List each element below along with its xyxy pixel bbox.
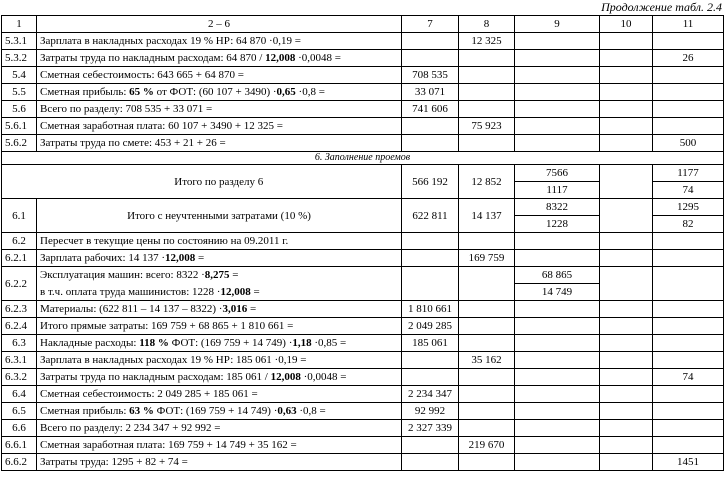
cell-col-7: 622 811 — [402, 199, 459, 233]
row-description: Сметная заработная плата: 169 759 + 14 749 + 35 162 = — [37, 437, 402, 454]
cell-col-7: 2 234 347 — [402, 386, 459, 403]
cell-col-11: 74 — [653, 369, 724, 386]
row-description: Итого по разделу 6 — [37, 165, 402, 199]
row-number: 5.3.1 — [2, 33, 37, 50]
cell-col-7: 708 535 — [402, 67, 459, 84]
row-description: Затраты труда по накладным расходам: 185 061 / 12,008 ·0,0048 = — [37, 369, 402, 386]
cell-col-11: 1295 — [653, 199, 724, 216]
section-title: 6. Заполнение проемов — [2, 152, 724, 165]
row-number: 6.3.2 — [2, 369, 37, 386]
cell-col-8: 169 759 — [459, 250, 515, 267]
cell-col-8: 12 852 — [459, 165, 515, 199]
table-row — [2, 454, 724, 471]
row-description: Зарплата в накладных расходах 19 % НР: 185 061 ·0,19 = — [37, 352, 402, 369]
row-number: 6.6 — [2, 420, 37, 437]
cell-col-9: 14 749 — [515, 284, 600, 301]
table-row — [2, 250, 724, 267]
table-header-row — [2, 16, 724, 33]
row-number: 6.6.1 — [2, 437, 37, 454]
table-row — [2, 135, 724, 152]
section-header-row — [2, 152, 724, 165]
row-number: 5.4 — [2, 67, 37, 84]
table-row — [2, 352, 724, 369]
row-number: 6.3.1 — [2, 352, 37, 369]
row-description: Сметная себестоимость: 643 665 + 64 870 = — [37, 67, 402, 84]
table-row — [2, 403, 724, 420]
cell-col-11: 26 — [653, 50, 724, 67]
row-number: 6.2.1 — [2, 250, 37, 267]
header-col-9: 9 — [515, 16, 600, 33]
row-description: Сметная себестоимость: 2 049 285 + 185 061 = — [37, 386, 402, 403]
row-description: Зарплата рабочих: 14 137 ·12,008 = — [37, 250, 402, 267]
header-col-2-6: 2 – 6 — [37, 16, 402, 33]
row-number: 6.4 — [2, 386, 37, 403]
row-description: Эксплуатация машин: всего: 8322 ·8,275 = — [37, 267, 402, 284]
cell-col-7: 2 327 339 — [402, 420, 459, 437]
table-row — [2, 437, 724, 454]
row-number: 5.6 — [2, 101, 37, 118]
row-description: в т.ч. оплата труда машинистов: 1228 ·12,008 = — [37, 284, 402, 301]
table-row — [2, 199, 724, 216]
row-number: 6.3 — [2, 335, 37, 352]
header-col-1: 1 — [2, 16, 37, 33]
table-row — [2, 420, 724, 437]
cell-col-9: 68 865 — [515, 267, 600, 284]
table-row — [2, 118, 724, 135]
row-description: Всего по разделу: 708 535 + 33 071 = — [37, 101, 402, 118]
header-col-7: 7 — [402, 16, 459, 33]
table-row — [2, 233, 724, 250]
cell-col-9: 7566 — [515, 165, 600, 182]
row-number: 5.6.1 — [2, 118, 37, 135]
row-description: Сметная прибыль: 65 % от ФОТ: (60 107 + 3490) ·0,65 ·0,8 = — [37, 84, 402, 101]
table-row — [2, 165, 724, 182]
row-description: Материалы: (622 811 – 14 137 – 8322) ·3,016 = — [37, 301, 402, 318]
table-row — [2, 101, 724, 118]
cell-col-11: 500 — [653, 135, 724, 152]
cell-col-11: 1177 — [653, 165, 724, 182]
cell-col-7: 33 071 — [402, 84, 459, 101]
row-description: Сметная заработная плата: 60 107 + 3490 + 12 325 = — [37, 118, 402, 135]
cell-col-8: 14 137 — [459, 199, 515, 233]
table-row — [2, 318, 724, 335]
header-col-10: 10 — [600, 16, 653, 33]
row-description: Пересчет в текущие цены по состоянию на 09.2011 г. — [37, 233, 402, 250]
cell-col-7: 741 606 — [402, 101, 459, 118]
row-description: Затраты труда: 1295 + 82 + 74 = — [37, 454, 402, 471]
cell-col-8: 12 325 — [459, 33, 515, 50]
table-row — [2, 335, 724, 352]
cell-col-8: 219 670 — [459, 437, 515, 454]
table-row — [2, 267, 724, 284]
cell-col-7: 566 192 — [402, 165, 459, 199]
table-row — [2, 386, 724, 403]
table-caption: Продолжение табл. 2.4 — [601, 0, 722, 14]
cell-col-7: 185 061 — [402, 335, 459, 352]
row-description: Накладные расходы: 118 % ФОТ: (169 759 + 14 749) ·1,18 ·0,85 = — [37, 335, 402, 352]
table-row — [2, 67, 724, 84]
row-description: Затраты труда по накладным расходам: 64 870 / 12,008 ·0,0048 = — [37, 50, 402, 67]
row-number: 6.1 — [2, 199, 37, 233]
header-col-11: 11 — [653, 16, 724, 33]
cell-col-7: 2 049 285 — [402, 318, 459, 335]
table-row — [2, 301, 724, 318]
cell-col-11: 1451 — [653, 454, 724, 471]
row-number: 5.6.2 — [2, 135, 37, 152]
row-number: 5.3.2 — [2, 50, 37, 67]
row-description: Итого прямые затраты: 169 759 + 68 865 + 1 810 661 = — [37, 318, 402, 335]
cell-col-11: 74 — [653, 182, 724, 199]
cell-col-9: 8322 — [515, 199, 600, 216]
header-col-8: 8 — [459, 16, 515, 33]
row-number: 6.6.2 — [2, 454, 37, 471]
row-number: 6.2.3 — [2, 301, 37, 318]
row-number: 5.5 — [2, 84, 37, 101]
row-number: 6.2 — [2, 233, 37, 250]
table-row — [2, 369, 724, 386]
row-description: Затраты труда по смете: 453 + 21 + 26 = — [37, 135, 402, 152]
cell-col-7: 92 992 — [402, 403, 459, 420]
estimate-table — [1, 15, 724, 471]
cell-col-8: 75 923 — [459, 118, 515, 135]
row-description: Итого с неучтенными затратами (10 %) — [37, 199, 402, 233]
row-number: 6.2.2 — [2, 267, 37, 301]
row-description: Всего по разделу: 2 234 347 + 92 992 = — [37, 420, 402, 437]
row-number: 6.2.4 — [2, 318, 37, 335]
row-number: 6.5 — [2, 403, 37, 420]
cell-col-8: 35 162 — [459, 352, 515, 369]
cell-col-11: 82 — [653, 216, 724, 233]
table-row — [2, 84, 724, 101]
table-row — [2, 33, 724, 50]
cell-col-7: 1 810 661 — [402, 301, 459, 318]
table-row — [2, 50, 724, 67]
cell-col-9: 1228 — [515, 216, 600, 233]
row-description: Сметная прибыль: 63 % ФОТ: (169 759 + 14 749) ·0,63 ·0,8 = — [37, 403, 402, 420]
cell-col-9: 1117 — [515, 182, 600, 199]
row-description: Зарплата в накладных расходах 19 % НР: 64 870 ·0,19 = — [37, 33, 402, 50]
